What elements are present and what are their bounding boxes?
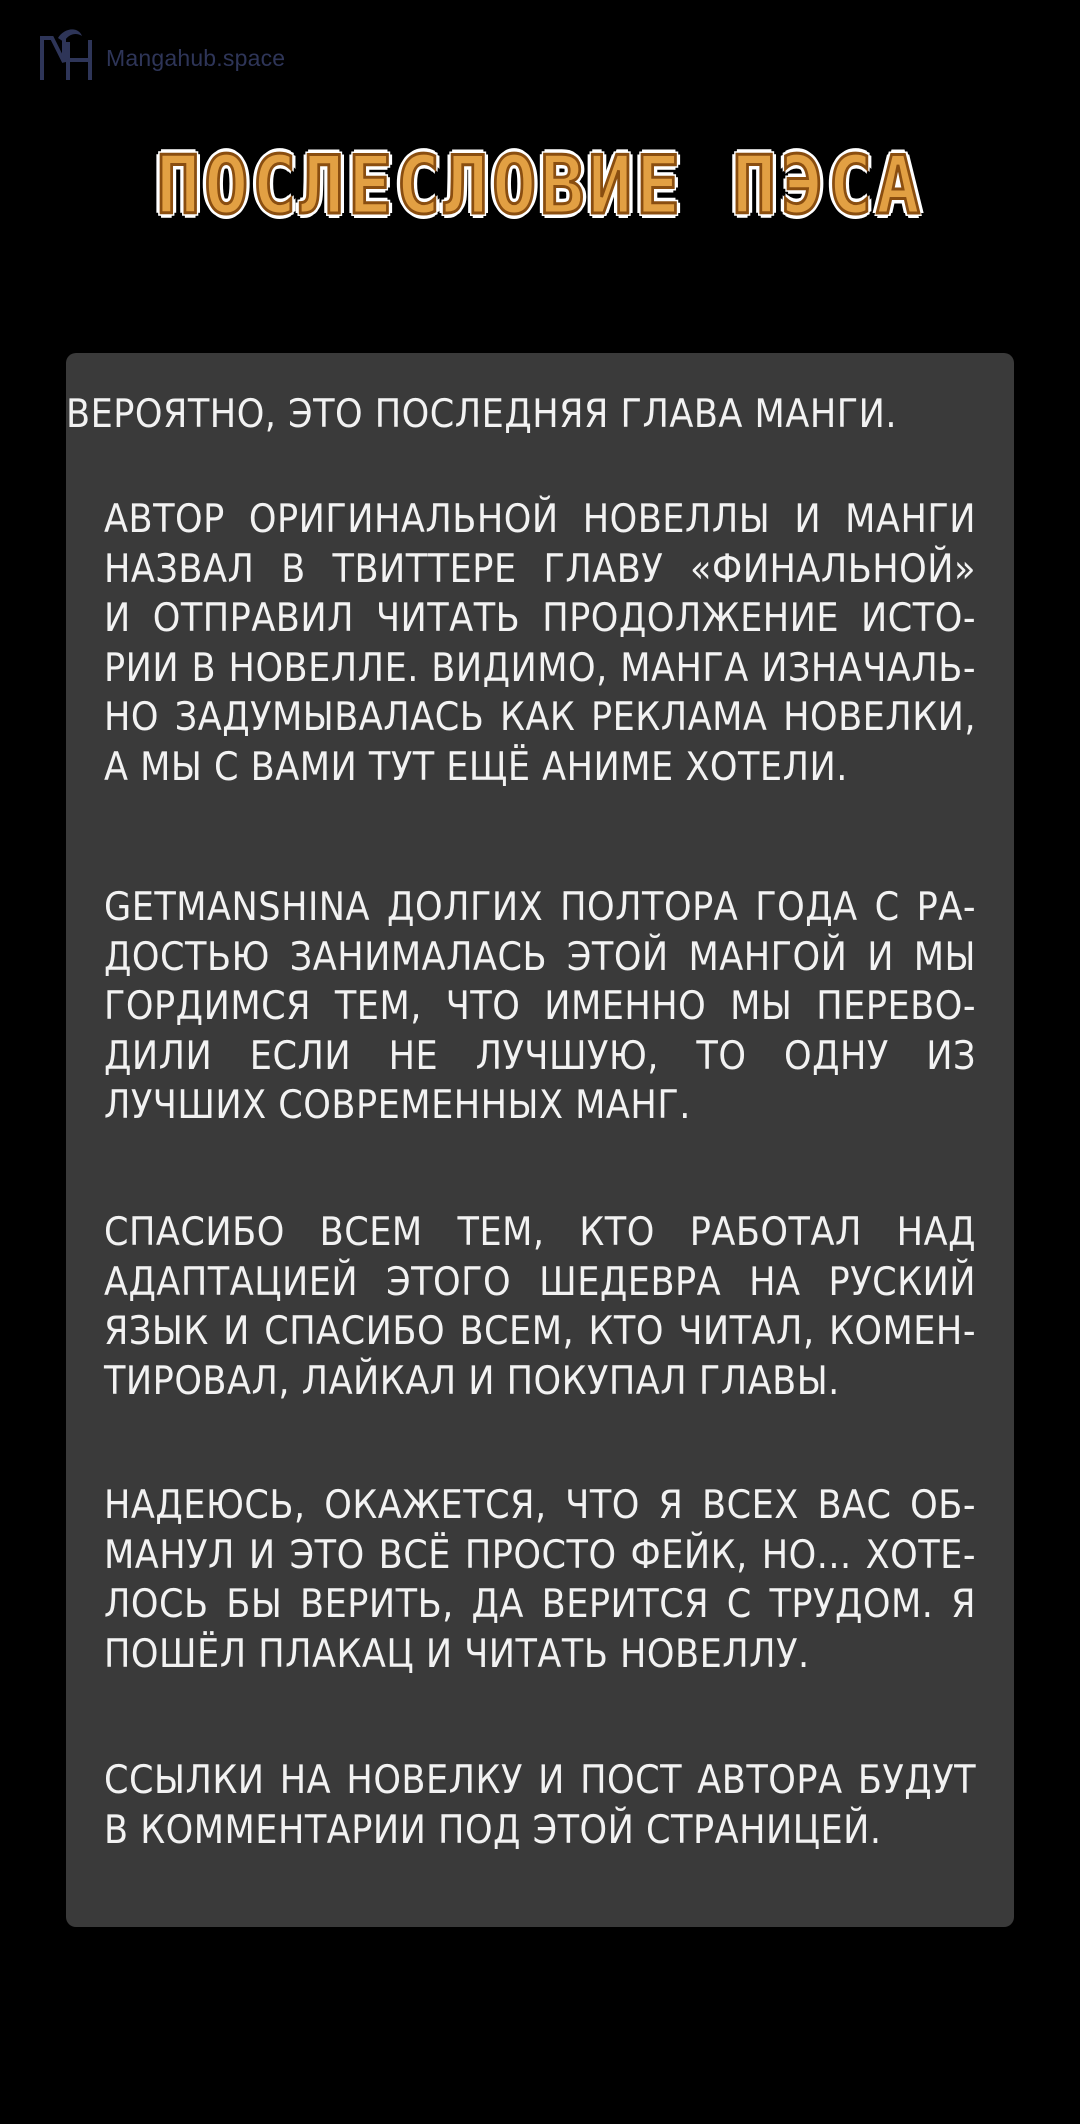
text-line: ЯЗЫК И СПАСИБО ВСЕМ, КТО ЧИТАЛ, КОМЕН-	[104, 1309, 976, 1354]
paragraph-4	[104, 1208, 976, 1406]
text-line: ТИРОВАЛ, ЛАЙКАЛ И ПОКУПАЛ ГЛАВЫ.	[104, 1358, 840, 1404]
paragraph-2	[104, 495, 976, 792]
text-line: GETMANSHINA ДОЛГИХ ПОЛТОРА ГОДА С РА-	[104, 885, 976, 930]
paragraph-3	[104, 883, 976, 1131]
text-line: В КОММЕНТАРИИ ПОД ЭТОЙ СТРАНИЦЕЙ.	[104, 1807, 882, 1853]
watermark	[38, 28, 285, 88]
paragraph-6	[104, 1756, 976, 1855]
text-line: ССЫЛКИ НА НОВЕЛКУ И ПОСТ АВТОРА БУДУТ	[104, 1758, 976, 1803]
watermark-site: Mangahub.space	[106, 44, 286, 71]
page-title: ПОСЛЕСЛОВИЕ ПЭСА	[156, 139, 924, 232]
text-line: НАЗВАЛ В ТВИТТЕРЕ ГЛАВУ «ФИНАЛЬНОЙ»	[104, 546, 976, 592]
text-line: СПАСИБО ВСЕМ ТЕМ, КТО РАБОТАЛ НАД	[104, 1210, 976, 1255]
text-line: ЛОСЬ БЫ ВЕРИТЬ, ДА ВЕРИТСЯ С ТРУДОМ. Я	[104, 1582, 976, 1627]
text-line: ЛУЧШИХ СОВРЕМЕННЫХ МАНГ.	[104, 1083, 691, 1128]
text-line: НАДЕЮСЬ, ОКАЖЕТСЯ, ЧТО Я ВСЕХ ВАС ОБ-	[104, 1483, 976, 1528]
text-line: АДАПТАЦИЕЙ ЭТОГО ШЕДЕВРА НА РУСКИЙ	[104, 1259, 976, 1305]
text-line: ВЕРОЯТНО, ЭТО ПОСЛЕДНЯЯ ГЛАВА МАНГИ.	[66, 392, 898, 437]
paragraph-1	[66, 390, 1014, 440]
text-line: АВТОР ОРИГИНАЛЬНОЙ НОВЕЛЛЫ И МАНГИ	[104, 497, 976, 542]
text-line: НО ЗАДУМЫВАЛАСЬ КАК РЕКЛАМА НОВЕЛКИ,	[104, 695, 976, 740]
text-line: ГОРДИМСЯ ТЕМ, ЧТО ИМЕННО МЫ ПЕРЕВО-	[104, 984, 976, 1029]
text-line: РИИ В НОВЕЛЛЕ. ВИДИМО, МАНГА ИЗНАЧАЛЬ-	[104, 645, 976, 691]
text-line: А МЫ С ВАМИ ТУТ ЕЩЁ АНИМЕ ХОТЕЛИ.	[104, 744, 848, 790]
text-line: ДИЛИ ЕСЛИ НЕ ЛУЧШУЮ, ТО ОДНУ ИЗ	[104, 1033, 976, 1079]
text-panel	[66, 353, 1014, 1927]
text-line: И ОТПРАВИЛ ЧИТАТЬ ПРОДОЛЖЕНИЕ ИСТО-	[104, 596, 976, 641]
paragraph-5	[104, 1481, 976, 1679]
text-line: ДОСТЬЮ ЗАНИМАЛАСЬ ЭТОЙ МАНГОЙ И МЫ	[104, 934, 976, 980]
mangahub-logo-icon	[38, 28, 100, 88]
text-line: ПОШЁЛ ПЛАКАЦ И ЧИТАТЬ НОВЕЛЛУ.	[104, 1631, 810, 1677]
text-line: МАНУЛ И ЭТО ВСЁ ПРОСТО ФЕЙК, НО... ХОТЕ-	[104, 1532, 976, 1578]
